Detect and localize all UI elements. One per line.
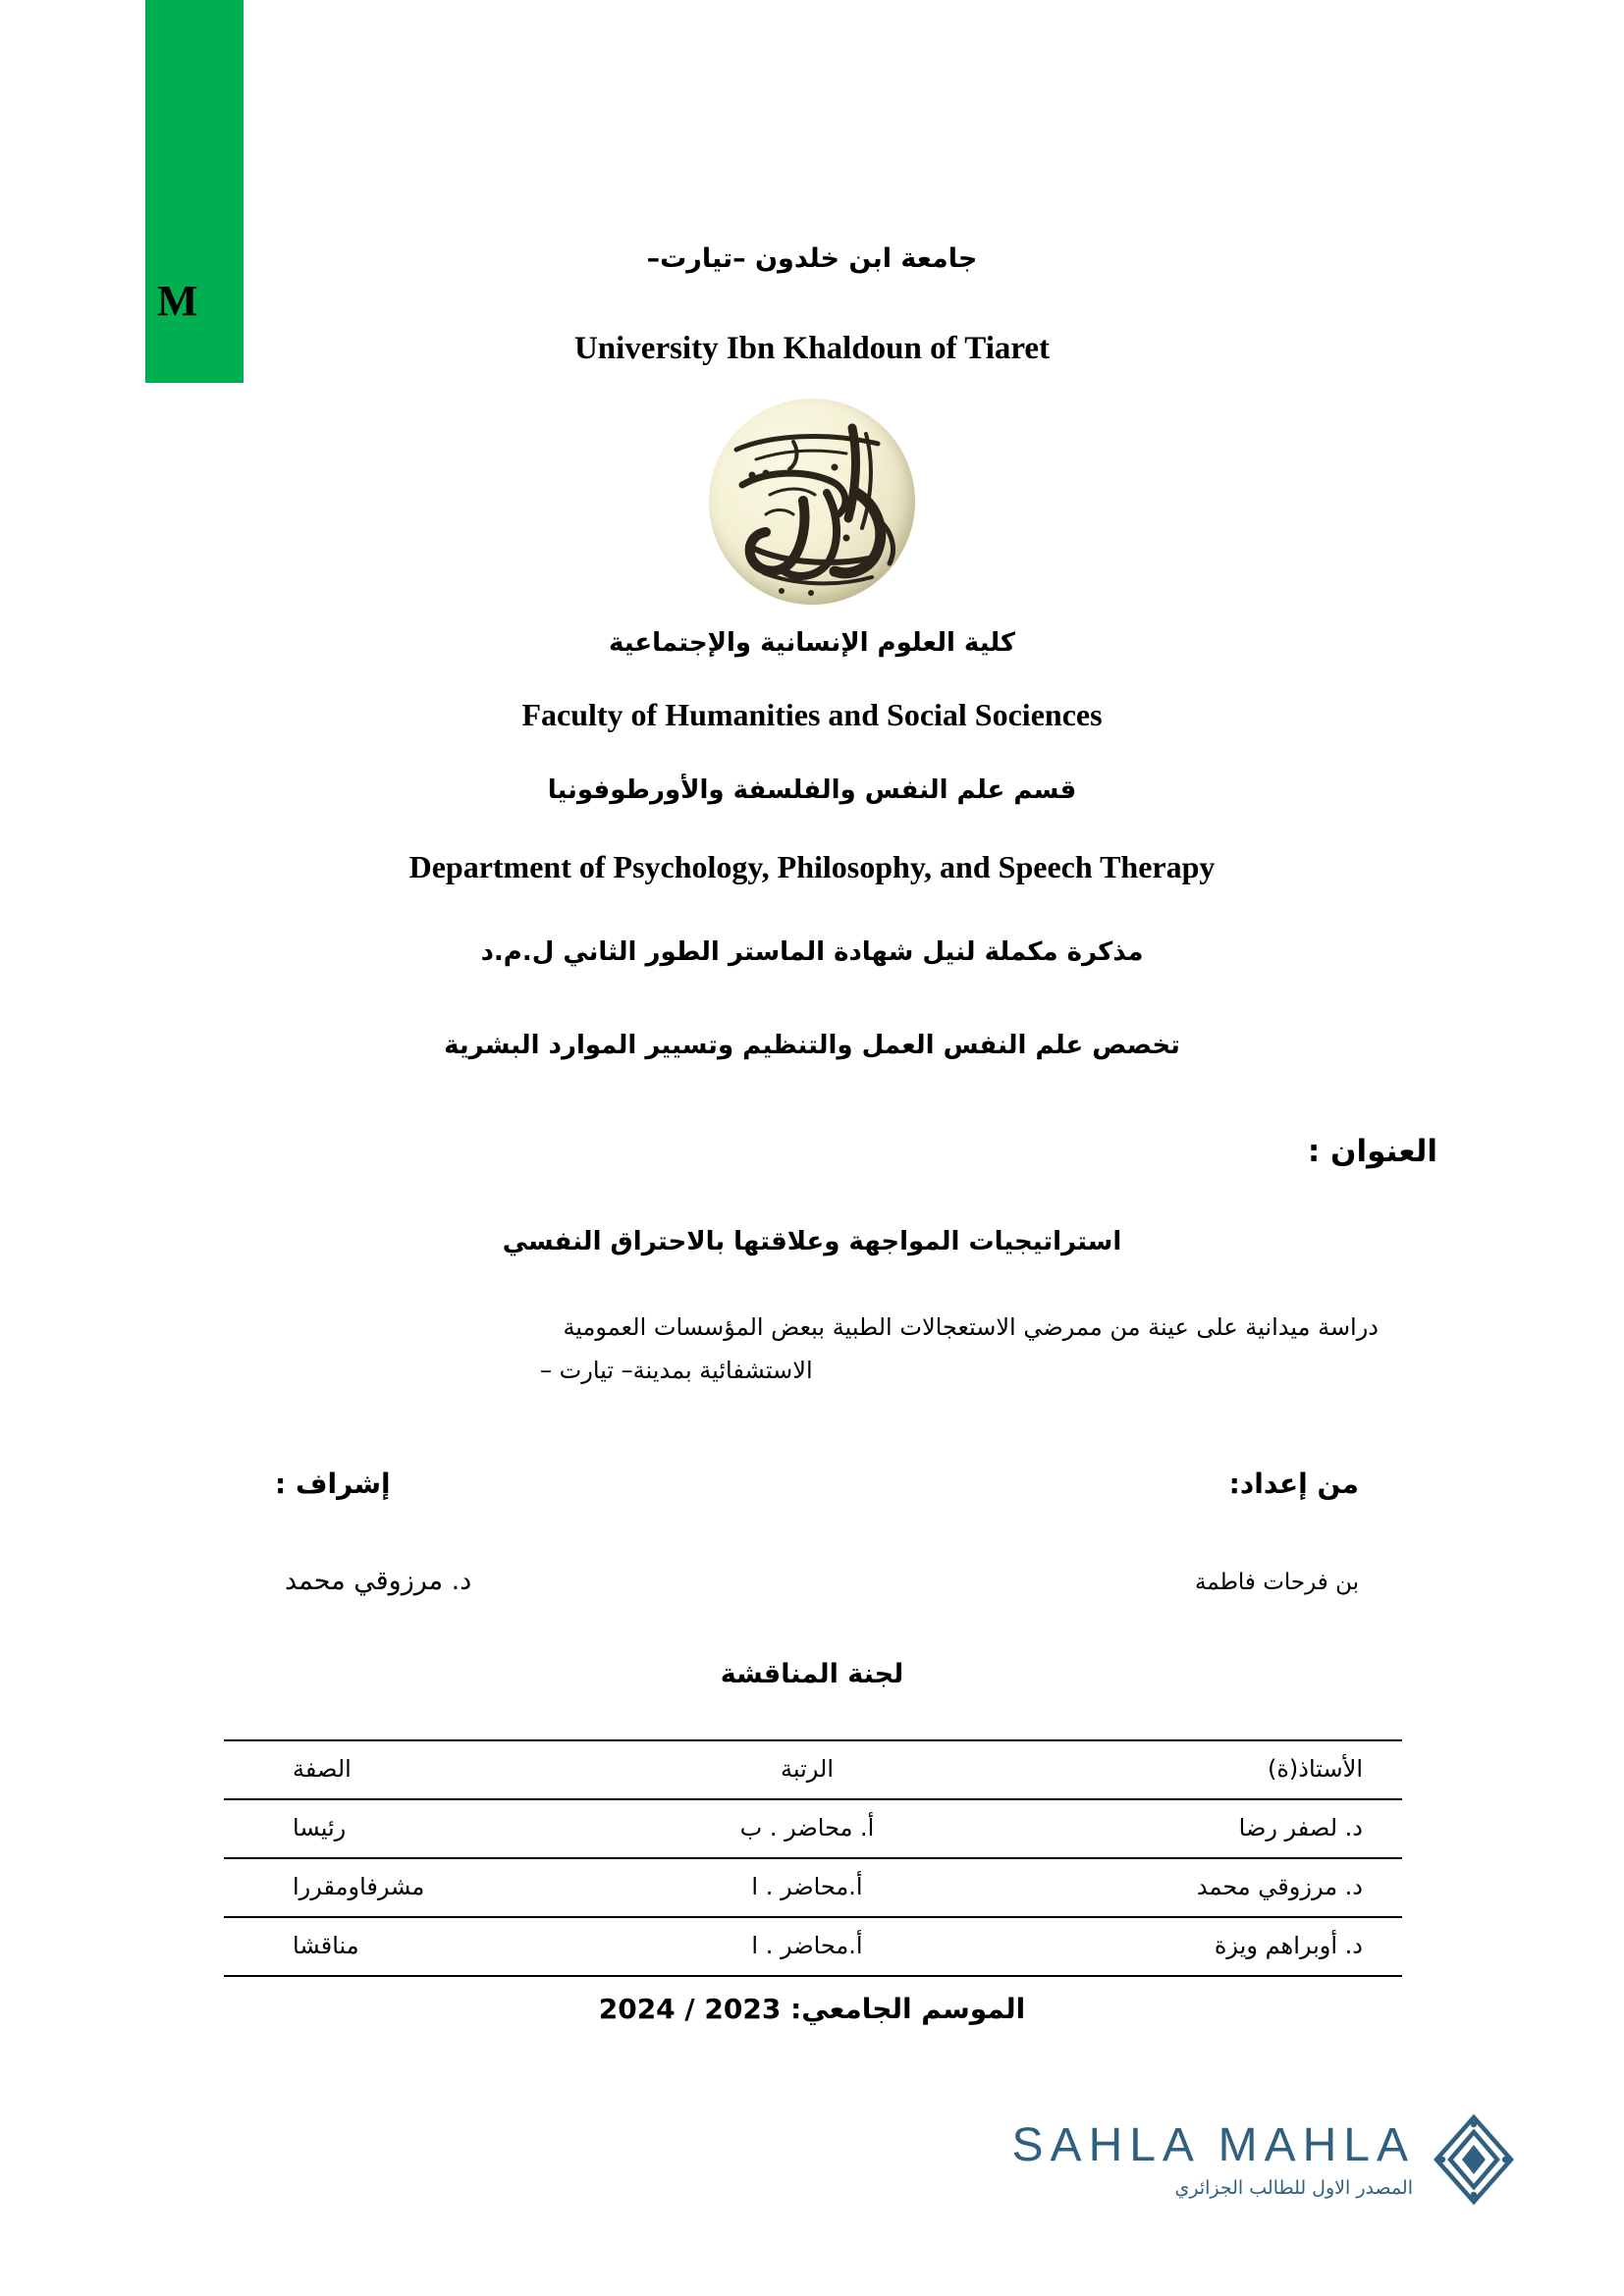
member-name: د. لصفر رضا [1001,1799,1402,1858]
table-row [224,1858,1402,1917]
member-name: د. مرزوقي محمد [1001,1858,1402,1917]
sahla-mahla-logo-icon [1427,2112,1521,2207]
supervisor-name: د. مرزوقي محمد [285,1566,472,1596]
watermark-title: SAHLA MAHLA [1011,2119,1415,2171]
university-name-english: University Ibn Khaldoun of Tiaret [573,331,1051,366]
column-header-rank: الرتبة [613,1740,1001,1799]
member-rank: أ. محاضر . ب [613,1799,1001,1858]
table-header-row [224,1740,1402,1799]
column-header-role: الصفة [224,1740,613,1799]
table-row [224,1799,1402,1858]
title-label: العنوان : [1307,1134,1437,1169]
subtitle-line-2: الاستشفائية بمدينة– تيارت – [540,1357,813,1385]
thesis-title: استراتيجيات المواجهة وعلاقتها بالاحتراق النفسي [502,1227,1122,1256]
academic-year: الموسم الجامعي: 2023 / 2024 [598,1993,1026,2025]
subtitle-line-1: دراسة ميدانية على عينة من ممرضي الاستعجالات الطبية ببعض المؤسسات العمومية [563,1313,1379,1341]
supervisor-label: إشراف : [275,1468,391,1500]
member-rank: أ.محاضر . ا [613,1917,1001,1976]
marker-letter: M [157,277,198,325]
specialization: تخصص علم النفس العمل والتنظيم وتسيير الموارد البشرية [444,1031,1180,1060]
member-role: مشرفاومقررا [224,1858,613,1917]
table-row [224,1917,1402,1976]
faculty-name-arabic: كلية العلوم الإنسانية والإجتماعية [608,628,1016,658]
member-name: د. أوبراهم ويزة [1001,1917,1402,1976]
watermark-subtitle: المصدر الاول للطالب الجزائري [1174,2177,1413,2199]
emblem-calligraphy-icon [709,399,915,605]
watermark [991,2110,1521,2238]
green-marker-bar [145,0,244,383]
member-role: مناقشا [224,1917,613,1976]
committee-title: لجنة المناقشة [720,1659,904,1689]
byline-labels [275,1468,1359,1500]
university-name-arabic: جامعة ابن خلدون –تيارت– [646,243,978,274]
faculty-name-english: Faculty of Humanities and Social Sociences [521,697,1103,732]
member-role: رئيسا [224,1799,613,1858]
department-name-english: Department of Psychology, Philosophy, and Speech Therapy [408,849,1216,884]
university-emblem [689,399,935,610]
author-label: من إعداد: [1228,1468,1359,1500]
emblem-disc [709,399,915,605]
thesis-subtitle [245,1306,1379,1393]
column-header-name: الأستاذ(ة) [1001,1740,1402,1799]
author-name: بن فرحات فاطمة [1194,1570,1359,1595]
byline-names [285,1566,1359,1596]
degree-statement: مذكرة مكملة لنيل شهادة الماستر الطور الثاني ل.م.د [480,937,1144,967]
member-rank: أ.محاضر . ا [613,1858,1001,1917]
department-name-arabic: قسم علم النفس والفلسفة والأورطوفونيا [547,775,1077,805]
committee-table [224,1739,1402,1977]
